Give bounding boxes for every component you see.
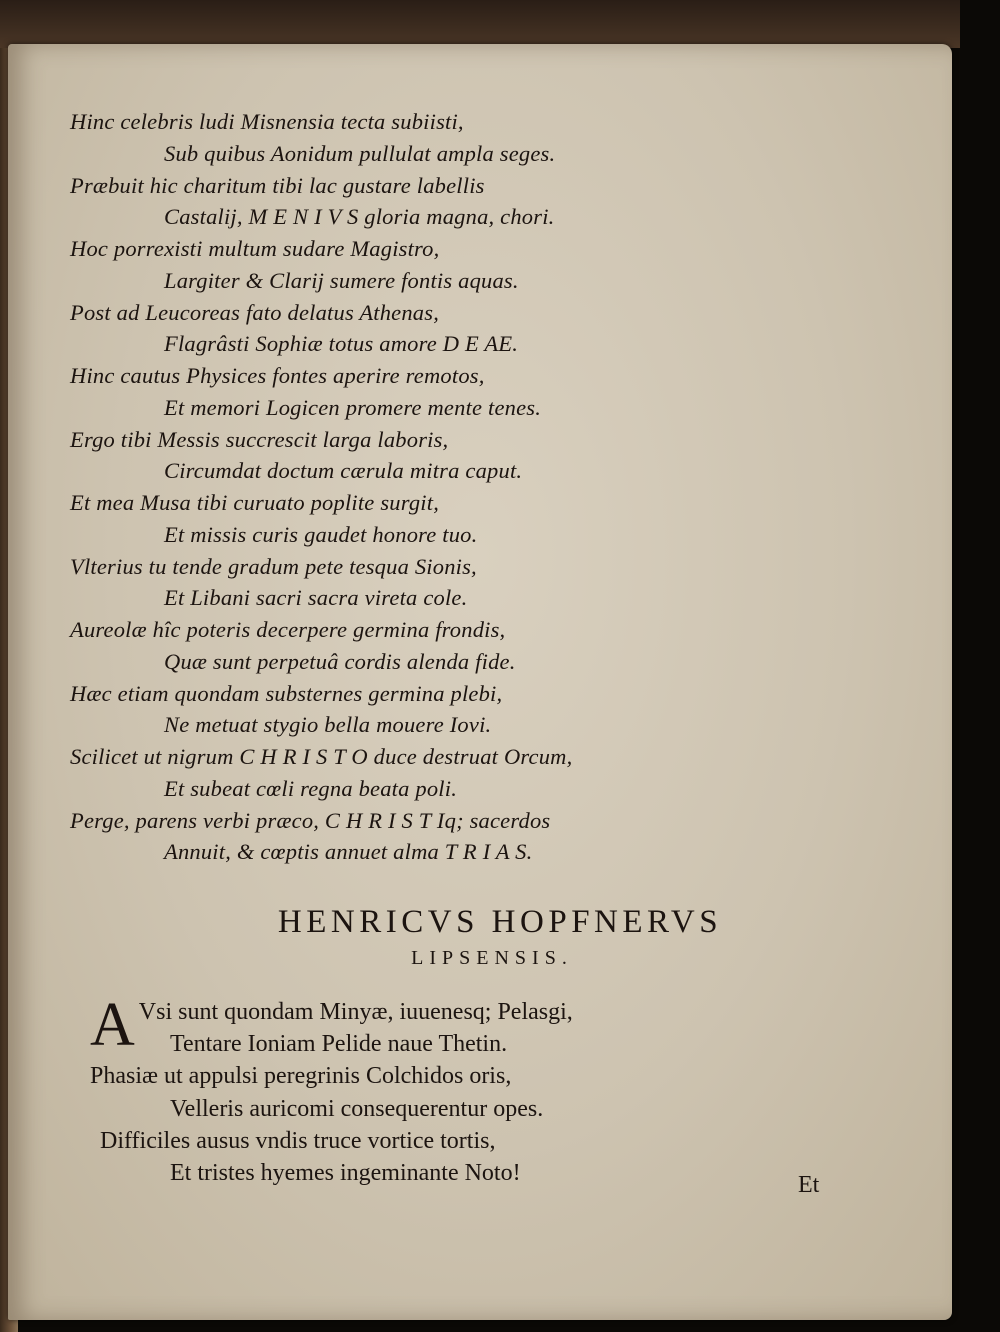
verse-line: Præbuit hic charitum tibi lac gustare labellis [70,172,485,198]
verse-line: Scilicet ut nigrum C H R I S T O duce destruat Orcum, [70,744,573,769]
verse-line: Ergo tibi Messis succrescit larga laboris, [70,426,449,452]
verse-line: Et memori Logicen promere mente tenes. [164,394,542,420]
book-top-edge [0,0,960,48]
verse-line: Quæ sunt perpetuâ cordis alenda fide. [164,648,516,674]
catchword: Et [798,1172,820,1198]
verse-line: Hoc porrexisti multum sudare Magistro, [70,236,440,261]
verse-line: Et subeat cœli regna beata poli. [164,775,458,801]
poem-block [90,991,950,1189]
poem-line: Velleris auricomi consequerentur opes. [170,1095,544,1122]
verse-line: Flagrâsti Sophiæ totus amore D E AE. [164,331,519,357]
verse-line: Hæc etiam quondam substernes germina plebi, [70,680,503,706]
verse-block [70,106,930,868]
verse-line: Perge, parens verbi præco, C H R I S T Iq; sacerdos [70,807,551,833]
verse-line: Aureolæ hîc poteris decerpere germina frondis, [70,617,506,642]
author-place-heading: LIPSENSIS. [411,947,573,969]
verse-line: Hinc celebris ludi Misnensia tecta subiisti, [70,109,464,134]
poem-line: Et tristes hyemes ingeminante Noto! [170,1159,521,1186]
poem-line: Difficiles ausus vndis truce vortice tortis, [100,1127,496,1154]
poem-line: Phasiæ ut appulsi peregrinis Colchidos oris, [90,1063,512,1090]
verse-line: Sub quibus Aonidum pullulat ampla seges. [164,140,556,166]
book-page [8,44,952,1320]
verse-line: Post ad Leucoreas fato delatus Athenas, [70,299,440,325]
verse-line: Et Libani sacri sacra vireta cole. [164,585,468,611]
verse-line: Largiter & Clarij sumere fontis aquas. [164,267,519,293]
verse-line: Annuit, & cœptis annuet alma T R I A S. [164,839,533,865]
verse-line: Ne metuat stygio bella mouere Iovi. [164,712,492,738]
verse-line: Vlterius tu tende gradum pete tesqua Sionis, [70,553,477,579]
verse-line: Castalij, M E N I V S gloria magna, chori. [164,204,555,230]
drop-cap: A [90,991,135,1059]
verse-line: Et missis curis gaudet honore tuo. [164,521,478,547]
poem-line: Tentare Ioniam Pelide naue Thetin. [170,1031,508,1058]
poem-line: Vsi sunt quondam Minyæ, iuuenesq; Pelasgi, [138,999,573,1025]
author-name-heading: HENRICVS HOPFNERVS [277,904,723,940]
verse-line: Circumdat doctum cærula mitra caput. [164,458,523,484]
verse-line: Hinc cautus Physices fontes aperire remotos, [70,363,485,388]
verse-line: Et mea Musa tibi curuato poplite surgit, [70,490,440,515]
